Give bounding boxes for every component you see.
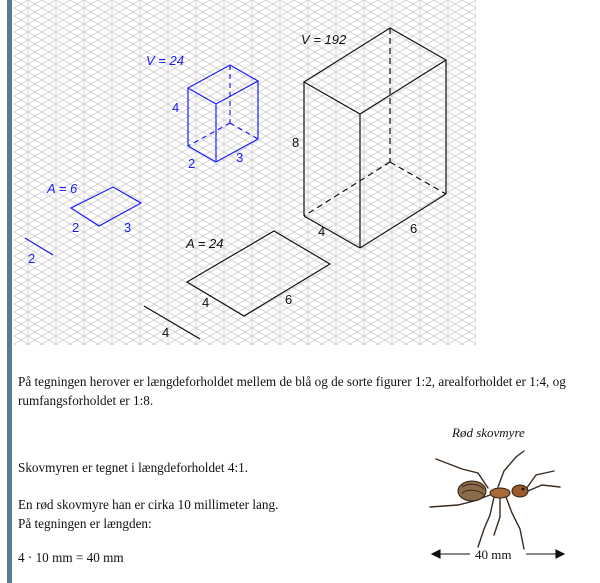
black-rectangle-depth-label: 4	[202, 295, 210, 310]
blue-cuboid-height-label: 4	[172, 100, 180, 115]
ant-calculation-text: 4 · 10 mm = 40 mm	[18, 550, 124, 565]
black-cuboid-height-label: 8	[292, 135, 300, 150]
ratio-paragraph: På tegningen herover er længdeforholdet mellem de blå og de sorte figurer 1:2, arealforholdet er 1:4, og rumfangsforholdet er 1:8.	[18, 374, 566, 408]
left-accent-bar	[7, 0, 12, 583]
blue-segment-label: 2	[28, 251, 36, 266]
black-rectangle-area-label: A = 24	[186, 236, 224, 251]
isometric-grid	[14, 0, 476, 345]
black-cuboid-depth-label: 4	[318, 224, 326, 239]
blue-cuboid-depth-label: 2	[188, 156, 196, 171]
blue-cuboid-width-label: 3	[236, 150, 244, 165]
blue-rectangle-width-label: 3	[124, 220, 132, 235]
isometric-figure	[14, 0, 476, 345]
blue-cuboid-volume-label: V = 24	[146, 53, 184, 68]
ant-real-length-text: En rød skovmyre han er cirka 10 millimeter lang.	[18, 497, 279, 512]
black-segment-label: 4	[162, 325, 170, 340]
blue-rectangle-area-label: A = 6	[47, 181, 78, 196]
ant-title: Rød skovmyre	[452, 425, 525, 440]
ant-scale-text: Skovmyren er tegnet i længdeforholdet 4:1.	[18, 460, 249, 475]
black-cuboid-width-label: 6	[410, 221, 418, 236]
ant-drawing-intro-text: På tegningen er længden:	[18, 516, 152, 531]
black-rectangle-width-label: 6	[285, 292, 293, 307]
black-cuboid-volume-label: V = 192	[301, 32, 347, 47]
ant-length-label: 40 mm	[475, 547, 512, 562]
blue-rectangle-depth-label: 2	[72, 220, 80, 235]
ant-drawing	[430, 451, 560, 549]
